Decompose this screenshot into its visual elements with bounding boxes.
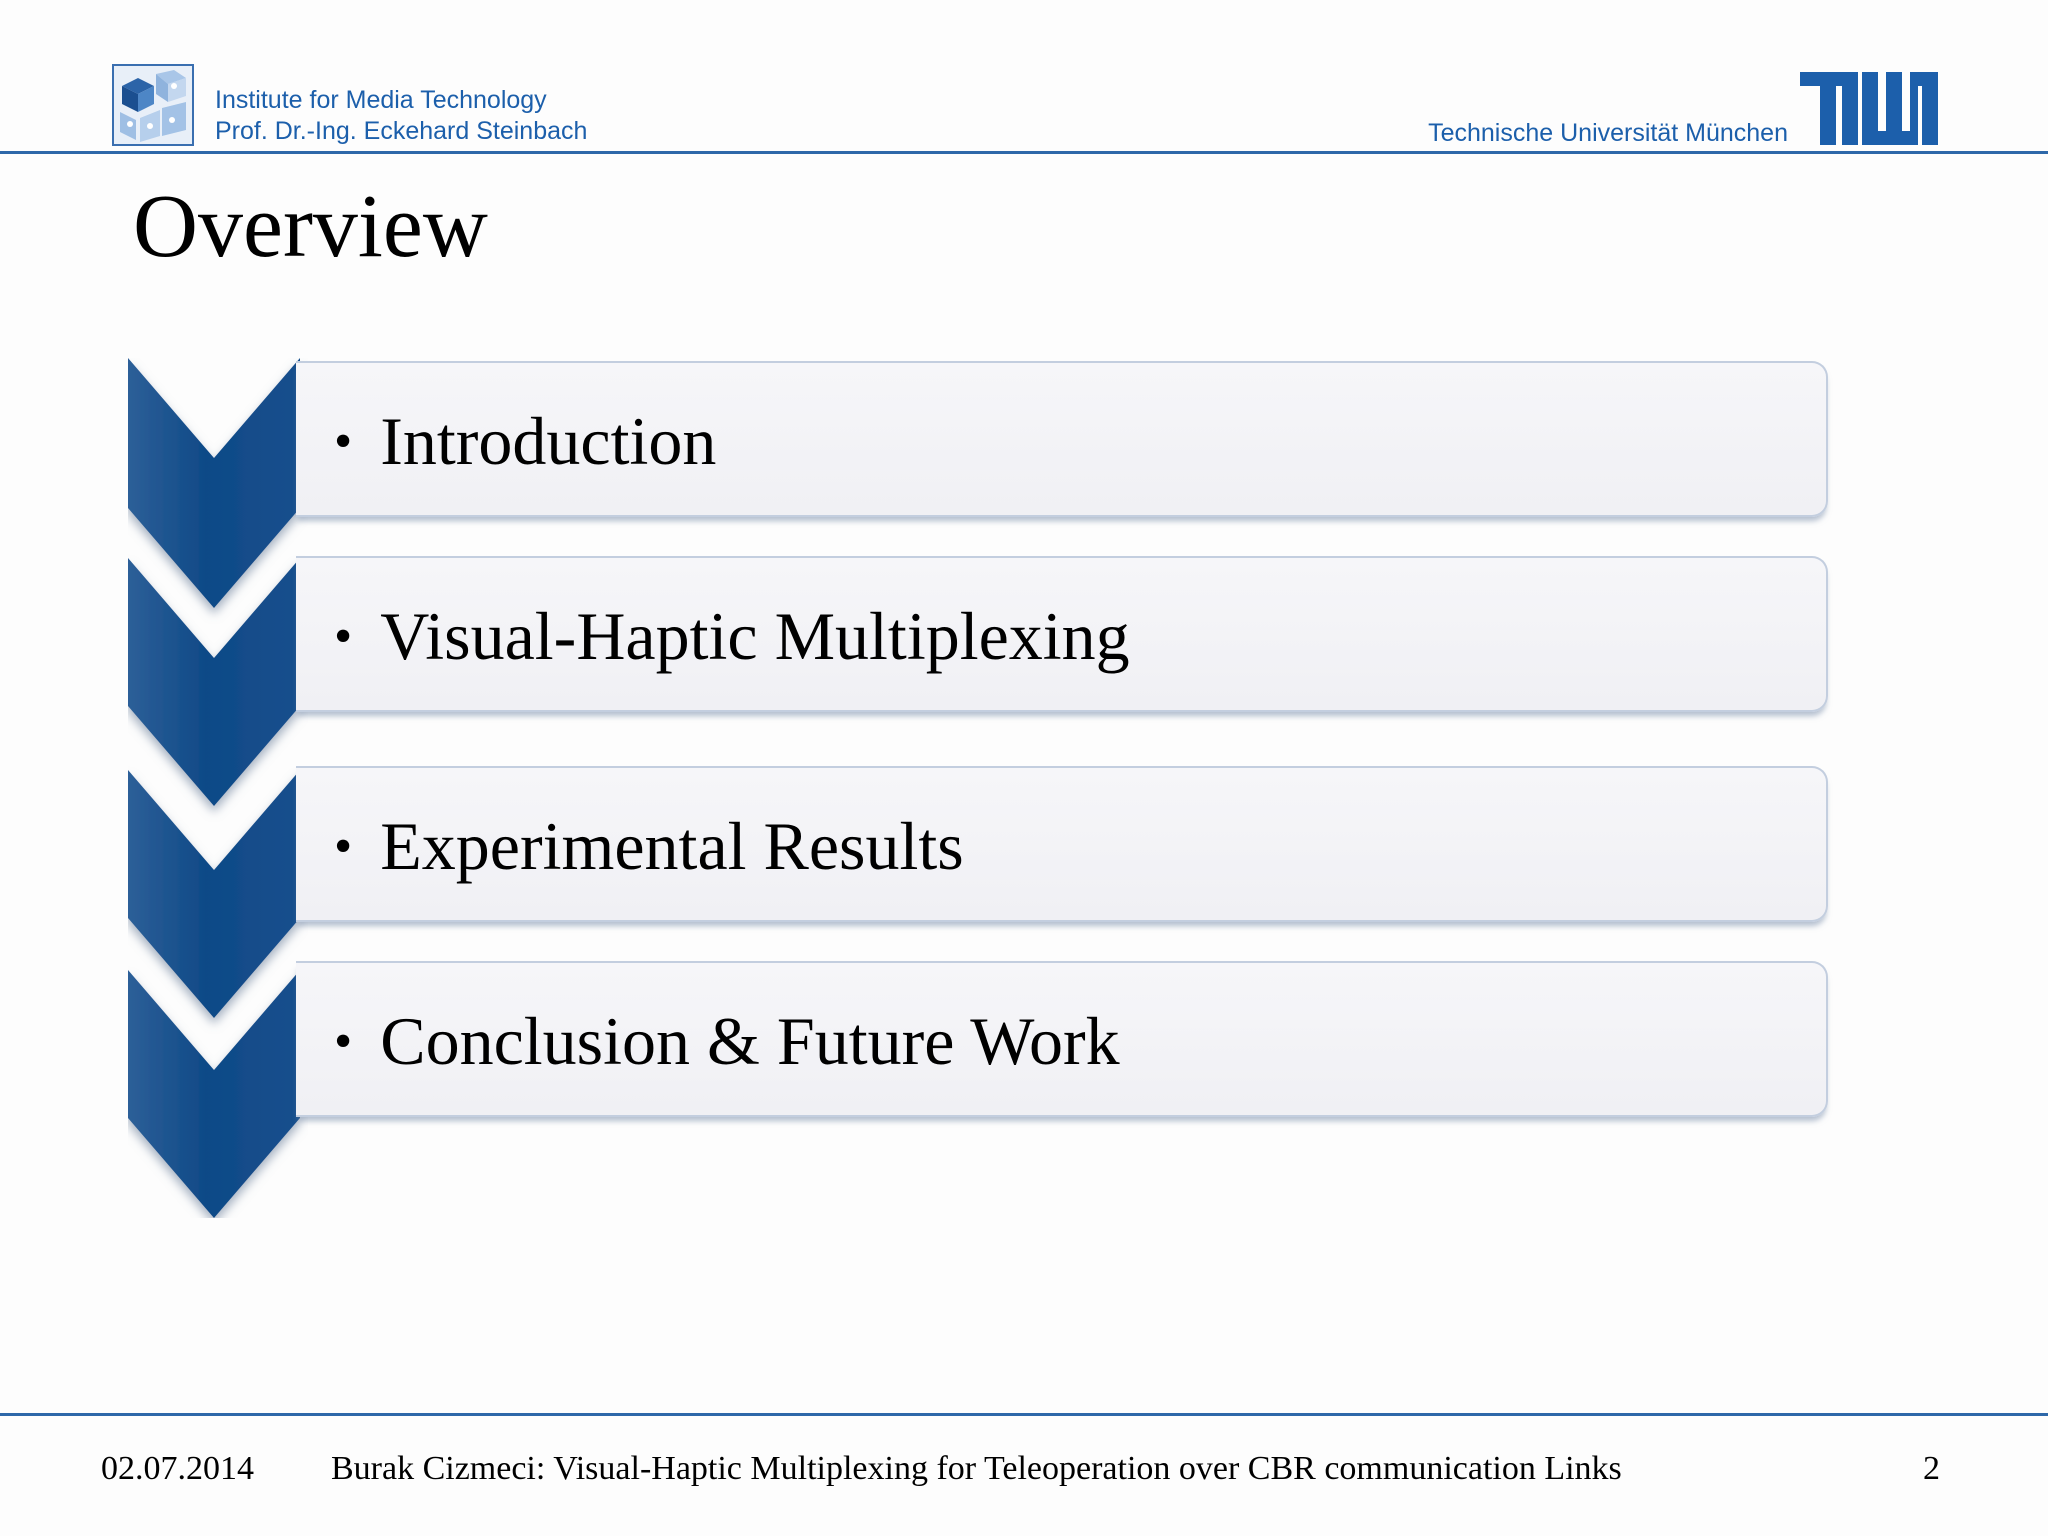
institute-line-1: Institute for Media Technology [215, 86, 547, 114]
agenda-item-label: Introduction [380, 402, 717, 479]
institute-name [215, 85, 587, 147]
page-title: Overview [133, 177, 488, 276]
chevron-1-icon [128, 358, 300, 608]
agenda-item-introduction [296, 361, 1828, 517]
footer-date: 02.07.2014 [101, 1450, 254, 1487]
bullet-icon: • [334, 412, 353, 470]
cube-logo-icon [112, 64, 194, 146]
header-rule [0, 151, 2048, 154]
agenda-item-label: Visual-Haptic Multiplexing [380, 597, 1130, 674]
agenda-item-experimental-results [296, 766, 1828, 922]
institute-line-2: Prof. Dr.-Ing. Eckehard Steinbach [215, 117, 588, 145]
bullet-icon: • [334, 1012, 353, 1070]
tum-logo-icon [1800, 72, 1938, 145]
footer-talk-title: Burak Cizmeci: Visual-Haptic Multiplexing for Teleoperation over CBR communication Links [331, 1450, 1622, 1487]
bullet-icon: • [334, 607, 353, 665]
footer-rule [0, 1413, 2048, 1416]
chevron-3-icon [128, 770, 300, 1018]
agenda-item-label: Experimental Results [380, 807, 964, 884]
agenda-item-label: Conclusion & Future Work [380, 1002, 1120, 1079]
agenda-item-visual-haptic-multiplexing [296, 556, 1828, 712]
page-number: 2 [1923, 1450, 1940, 1487]
bullet-icon: • [334, 817, 353, 875]
agenda-chevron-column [128, 358, 308, 1218]
agenda-item-conclusion [296, 961, 1828, 1117]
university-name: Technische Universität München [1428, 119, 1788, 147]
